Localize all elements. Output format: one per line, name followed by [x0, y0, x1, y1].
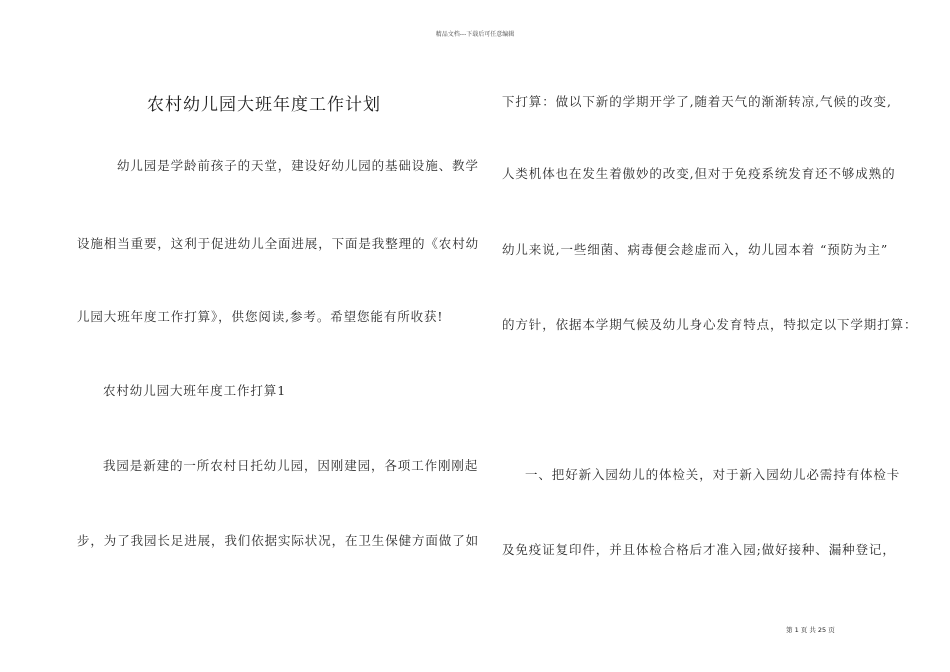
document-title: 农村幼儿园大班年度工作计划 — [147, 95, 381, 115]
text-line: 的方针，依据本学期气候及幼儿身心发育特点，特拟定以下学期打算： — [502, 317, 918, 332]
text-line: 步，为了我园长足进展，我们依据实际状况，在卫生保健方面做了如 — [77, 533, 480, 548]
text-line: 设施相当重要，这利于促进幼儿全面进展，下面是我整理的《农村幼 — [77, 236, 480, 251]
text-line: 幼儿来说,一些细菌、病毒便会趁虚而入，幼儿园本着 “预防为主” — [502, 242, 889, 257]
header-note: 精品文档---下载后可任意编辑 — [435, 31, 515, 38]
text-line: 我园是新建的一所农村日托幼儿园，因刚建园，各项工作刚刚起 — [103, 458, 479, 473]
text-line: 一、把好新入园幼儿的体检关，对于新入园幼儿必需持有体检卡 — [525, 467, 901, 482]
text-line: 及免疫证复印件，并且体检合格后才准入园;做好接种、漏种登记， — [502, 542, 896, 557]
page-number: 第 1 页 共 25 页 — [786, 626, 835, 634]
text-line: 儿园大班年度工作打算》，供您阅读,参考。希望您能有所收获! — [77, 309, 444, 324]
section-heading: 农村幼儿园大班年度工作打算1 — [103, 383, 287, 398]
text-line: 下打算：做以下新的学期开学了,随着天气的渐渐转凉,气候的改变, — [502, 94, 892, 109]
text-line: 人类机体也在发生着傲妙的改变,但对于免疫系统发育还不够成熟的 — [502, 166, 896, 181]
text-line: 幼儿园是学龄前孩子的天堂，建设好幼儿园的基础设施、教学 — [117, 158, 479, 173]
